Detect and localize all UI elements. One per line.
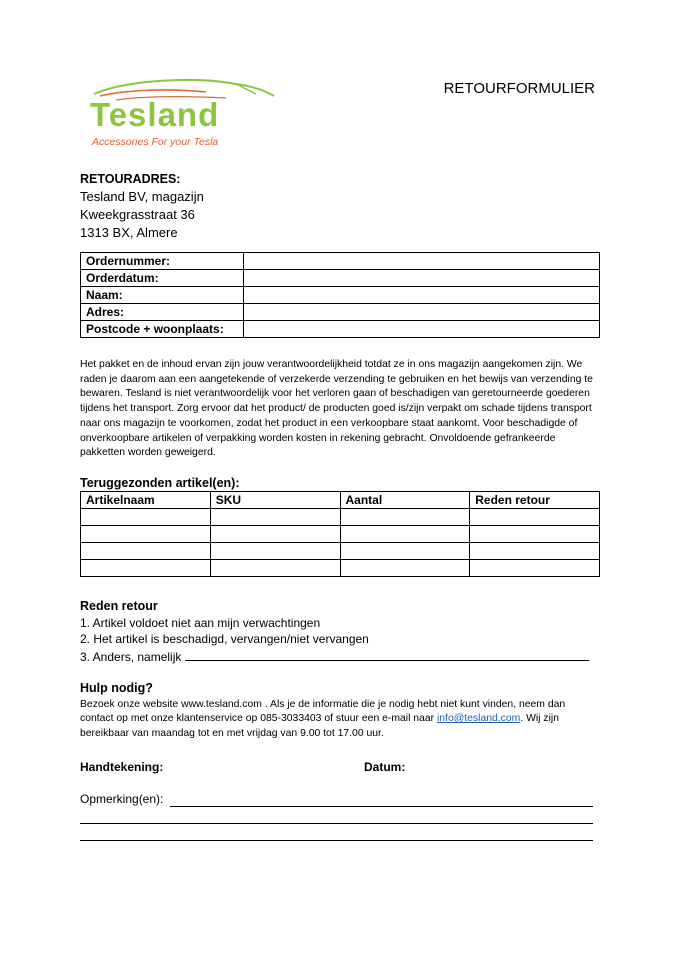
- help-text-end: . Wij zijn bereikbaar van maandag tot en met vrijdag van 9.00 tot 17.00 uur.: [80, 713, 559, 739]
- table-row: [81, 287, 600, 304]
- table-cell[interactable]: [470, 526, 600, 543]
- tesland-logo: [86, 74, 286, 154]
- order-date-field[interactable]: [244, 270, 600, 287]
- name-label: Naam:: [81, 287, 244, 304]
- remarks-line[interactable]: [170, 806, 593, 807]
- returned-items-table: [80, 491, 600, 577]
- date-label: Datum:: [364, 760, 406, 774]
- order-date-label: Orderdatum:: [81, 270, 244, 287]
- address-field[interactable]: [244, 304, 600, 321]
- remarks-line[interactable]: [80, 840, 593, 841]
- help-heading: Hulp nodig?: [80, 681, 153, 695]
- postcode-city-field[interactable]: [244, 321, 600, 338]
- name-field[interactable]: [244, 287, 600, 304]
- table-row: [81, 560, 600, 577]
- table-row: [81, 543, 600, 560]
- table-cell[interactable]: [210, 560, 340, 577]
- column-header: Artikelnaam: [81, 492, 211, 509]
- table-cell[interactable]: [340, 543, 470, 560]
- table-cell[interactable]: [81, 526, 211, 543]
- help-section: [80, 681, 600, 741]
- postcode-city-label: Postcode + woonplaats:: [81, 321, 244, 338]
- return-address-heading: RETOURADRES:: [80, 172, 181, 186]
- help-text: Bezoek onze website www.tesland.com . Als je de informatie die je nodig hebt niet kunt vinden, neem dan contact op met onze klantenservice op 085-3033403 of stuur een e-mail naar: [80, 698, 566, 724]
- order-number-label: Ordernummer:: [81, 253, 244, 270]
- remarks-label: Opmerking(en):: [80, 792, 164, 806]
- page-title: RETOURFORMULIER: [443, 80, 595, 97]
- order-info-table: [80, 252, 600, 338]
- column-header: SKU: [210, 492, 340, 509]
- disclaimer-text: Het pakket en de inhoud ervan zijn jouw verantwoordelijkheid totdat ze in ons magazijn aangekomen zijn. We raden je daarom aan een aangetekende of verzekerde verzending te gebruiken en het bewijs van verzending te bewaren. Tesland is niet verantwoordelijk voor het verloren gaan of beschadigen van geretourneerde goederen tijdens het transport. Zorg ervoor dat het product/ de producten goed is/zijn verpakt om schade tijdens transport naar ons magazijn te voorkomen, zodat het product in een verkoopbare staat aankomt. Voor beschadigde of onverkoopbare artikelen of verpakking worden kosten in rekening gebracht. Onvoldoende gefrankeerde pakketten worden geweigerd.: [80, 359, 593, 459]
- column-header: Aantal: [340, 492, 470, 509]
- remarks-line[interactable]: [80, 823, 593, 824]
- table-cell[interactable]: [340, 526, 470, 543]
- table-cell[interactable]: [340, 560, 470, 577]
- return-address: [80, 170, 204, 242]
- reasons-heading: Reden retour: [80, 599, 158, 613]
- table-row: [81, 526, 600, 543]
- return-reasons: [80, 598, 600, 665]
- address-line: 1313 BX, Almere: [80, 225, 178, 240]
- table-cell[interactable]: [81, 543, 211, 560]
- table-row: [81, 321, 600, 338]
- table-cell[interactable]: [470, 509, 600, 526]
- address-label: Adres:: [81, 304, 244, 321]
- column-header: Reden retour: [470, 492, 600, 509]
- table-header-row: [81, 492, 600, 509]
- logo-tagline: Accessories For your Tesla: [92, 136, 219, 148]
- table-cell[interactable]: [210, 526, 340, 543]
- table-cell[interactable]: [210, 543, 340, 560]
- table-cell[interactable]: [340, 509, 470, 526]
- signature-label: Handtekening:: [80, 760, 164, 774]
- reason-option: 3. Anders, namelijk: [80, 649, 182, 664]
- other-reason-field[interactable]: [185, 648, 589, 661]
- address-line: Tesland BV, magazijn: [80, 189, 204, 204]
- returned-items-heading: Teruggezonden artikel(en):: [80, 476, 240, 490]
- table-cell[interactable]: [81, 560, 211, 577]
- table-cell[interactable]: [81, 509, 211, 526]
- reason-option: 1. Artikel voldoet niet aan mijn verwachtingen: [80, 615, 321, 630]
- table-row: [81, 304, 600, 321]
- address-line: Kweekgrasstraat 36: [80, 207, 195, 222]
- table-row: [81, 270, 600, 287]
- email-link[interactable]: info@tesland.com: [436, 713, 521, 724]
- table-cell[interactable]: [470, 560, 600, 577]
- table-row: [81, 509, 600, 526]
- table-row: [81, 253, 600, 270]
- table-cell[interactable]: [470, 543, 600, 560]
- table-cell[interactable]: [210, 509, 340, 526]
- reason-option: 2. Het artikel is beschadigd, vervangen/niet vervangen: [80, 632, 369, 647]
- logo-wordmark: Tesland: [90, 96, 220, 133]
- order-number-field[interactable]: [244, 253, 600, 270]
